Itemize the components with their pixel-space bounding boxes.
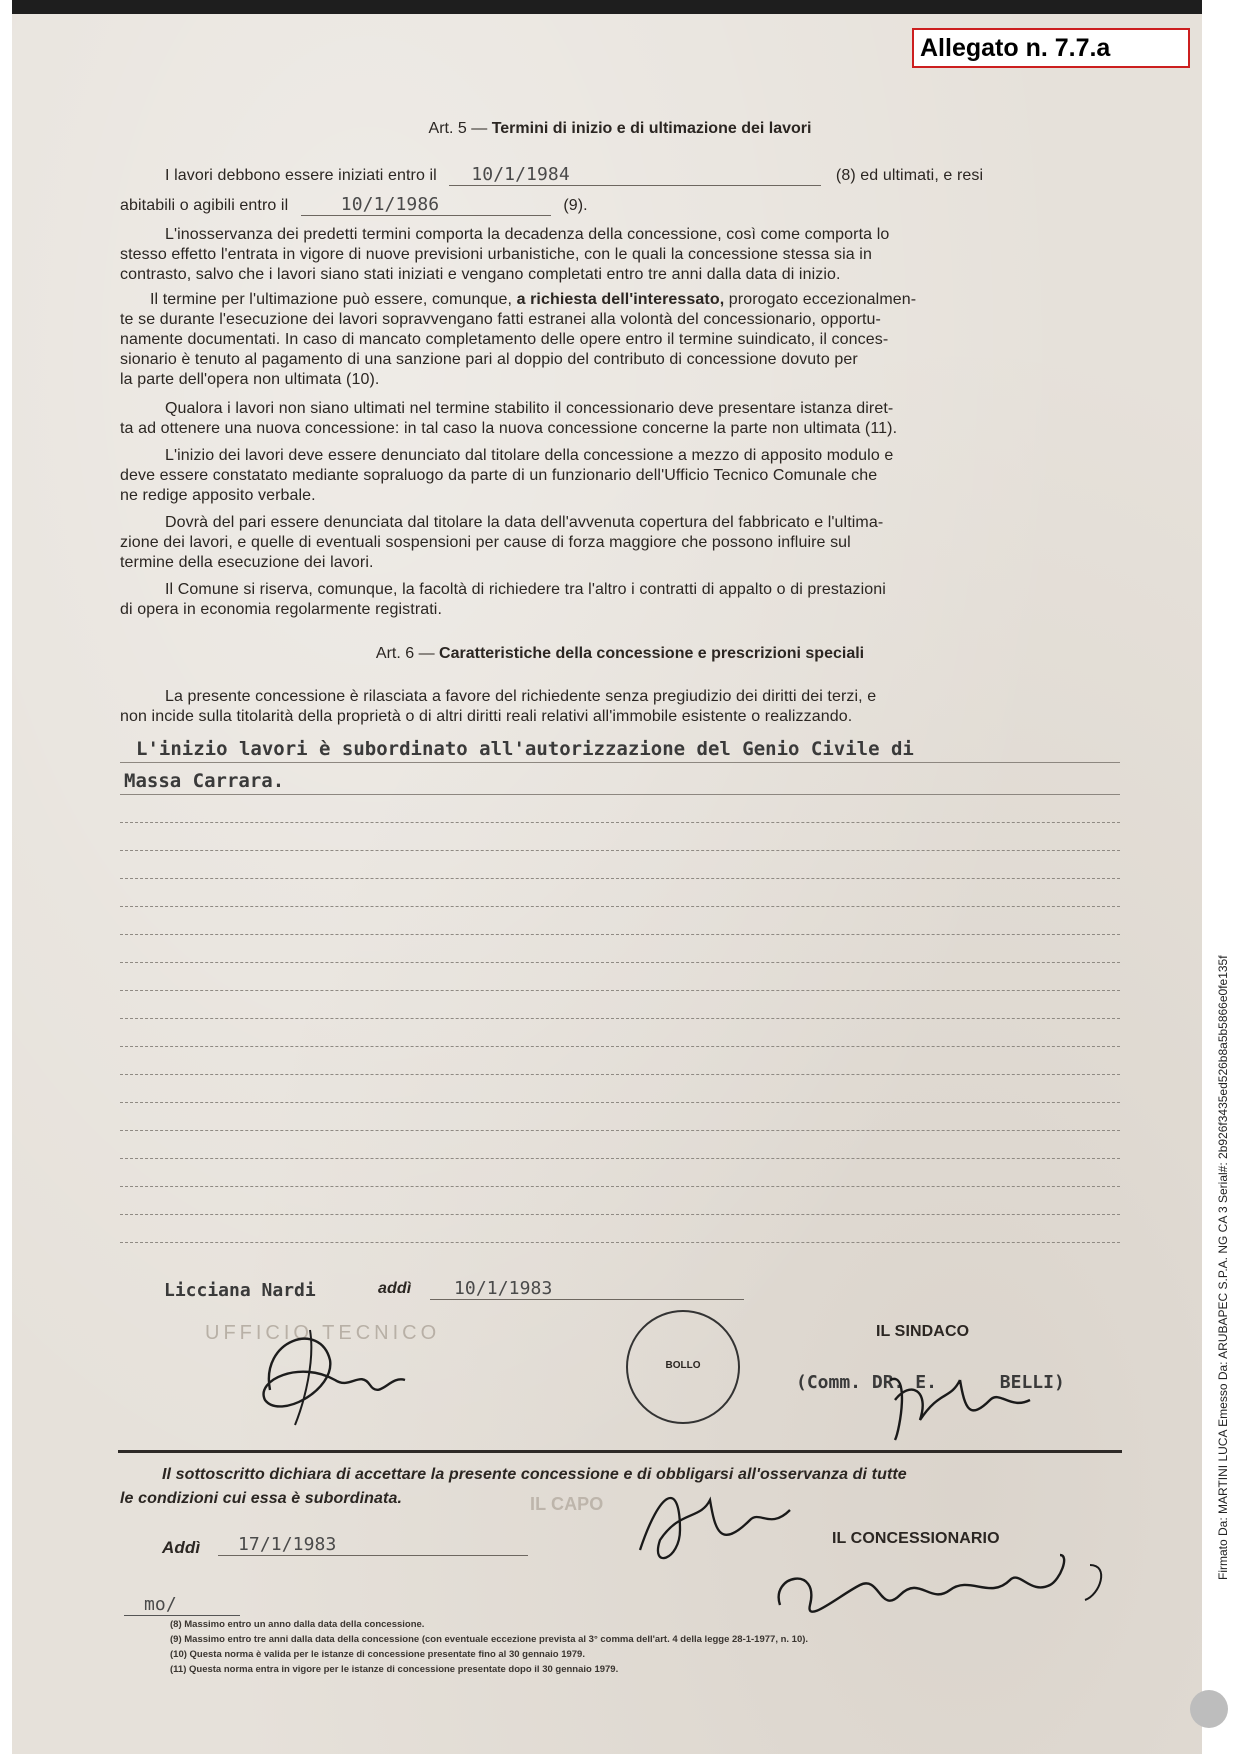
end-date: 10/1/1986: [301, 194, 551, 216]
bollo-label: BOLLO: [665, 1360, 701, 1371]
issue-date: 10/1/1983: [430, 1278, 744, 1300]
art5-end-label: abitabili o agibili entro il: [120, 197, 289, 214]
ruled-line: [120, 934, 1120, 936]
art5-p4-line1: L'inizio dei lavori deve essere denunciato dal titolare della concessione a mezzo di apposito modulo e: [165, 447, 894, 464]
ruled-line: [120, 1214, 1120, 1216]
art5-p2-line2: te se durante l'esecuzione dei lavori sopravvengano fatti estranei alla volontà del concessionario, opportu-: [120, 311, 881, 328]
ruled-line: [120, 822, 1120, 824]
art5-p5-line2: zione dei lavori, e quelle di eventuali sospensioni per cause di forza maggiore che possono influire sul: [120, 534, 851, 551]
art6-title-text: Caratteristiche della concessione e prescrizioni speciali: [439, 645, 865, 662]
allegato-label: Allegato n. 7.7.a: [912, 28, 1190, 68]
art5-p6-line2: di opera in economia regolarmente registrati.: [120, 601, 442, 618]
art5-p1-line2: stesso effetto l'entrata in vigore di nuove previsioni urbanistiche, con le quali la concessione stessa sia in: [120, 246, 872, 263]
art5-p2-start: Il termine per l'ultimazione può essere, comunque,: [150, 291, 513, 308]
acceptance-line1: Il sottoscritto dichiara di accettare la presente concessione e di obbligarsi all'osservanza di tutte: [162, 1466, 907, 1483]
footnote-10: (10) Questa norma è valida per le istanze di concessione presentate fino al 30 gennaio 1979.: [170, 1649, 585, 1660]
ruled-line: [120, 878, 1120, 880]
art5-start-label: I lavori debbono essere iniziati entro il: [165, 167, 437, 184]
art5-p4-line2: deve essere constatato mediante sopraluogo da parte di un funzionario dell'Ufficio Tecnico Comunale che: [120, 467, 878, 484]
mayor-name-comm: (Comm.: [796, 1372, 862, 1393]
ruled-line: [120, 1242, 1120, 1244]
art5-p2-line3: namente documentati. In caso di mancato completamento delle opere entro il termine suindicato, il conces-: [120, 331, 889, 348]
art5-p4-line3: ne redige apposito verbale.: [120, 487, 316, 504]
bollo-stamp: [626, 1310, 740, 1424]
faded-capo-stamp: IL CAPO: [530, 1494, 604, 1514]
acceptance-addi-label: Addì: [162, 1538, 201, 1557]
art5-p5-line1: Dovrà del pari essere denunciata dal titolare la data dell'avvenuta copertura del fabbricato e l'ultima-: [165, 514, 884, 531]
art5-p2-line4: sionario è tenuto al pagamento di una sanzione pari al doppio del contributo di concessione dovuto per: [120, 351, 858, 368]
art6-p1-line1: La presente concessione è rilasciata a favore del richiedente senza pregiudizio dei diritti dei terzi, e: [165, 688, 877, 705]
ruled-line: [120, 1018, 1120, 1020]
art5-p1-line1: L'inosservanza dei predetti termini comporta la decadenza della concessione, così come comporta lo: [165, 226, 890, 243]
art5-p2-end: prorogato eccezionalmen-: [728, 291, 917, 308]
operator-initials: mo/: [124, 1594, 240, 1616]
ruled-line: [120, 1158, 1120, 1160]
acceptance-date: 17/1/1983: [218, 1534, 528, 1556]
ruled-line: [120, 1186, 1120, 1188]
typed-prescription-line2: Massa Carrara.: [124, 770, 285, 792]
footnote-11: (11) Questa norma entra in vigore per le istanze di concessione presentate dopo il 30 gennaio 1979.: [170, 1664, 619, 1675]
art5-end-suffix: (9).: [563, 197, 588, 214]
ruled-line: [120, 1130, 1120, 1132]
ruled-line: [120, 1046, 1120, 1048]
place-name: Licciana Nardi: [164, 1280, 316, 1301]
ruled-line: [120, 850, 1120, 852]
certificate-seal-icon: [1190, 1690, 1228, 1728]
ruled-line: [120, 990, 1120, 992]
art6-title: [0, 645, 1240, 663]
art5-start-suffix: (8) ed ultimati, e resi: [835, 167, 984, 184]
art5-title: [0, 120, 1240, 138]
footnote-9: (9) Massimo entro tre anni dalla data della concessione (con eventuale eccezione prevista al 3° comma dell'art. 4 della legge 28-1-1977, n. 10).: [170, 1634, 809, 1645]
typed-prescription-line1: L'inizio lavori è subordinato all'autorizzazione del Genio Civile di: [136, 738, 914, 760]
mayor-name-title: DR.: [871, 1372, 905, 1393]
sindaco-label: IL SINDACO: [876, 1323, 970, 1340]
section-separator: [118, 1450, 1122, 1453]
art5-title-text: Termini di inizio e di ultimazione dei lavori: [491, 120, 812, 137]
art5-end-line: [120, 194, 588, 216]
ruled-line: [120, 906, 1120, 908]
faded-office-stamp: UFFICIO TECNICO: [205, 1322, 441, 1344]
ruled-line: [120, 762, 1120, 763]
art5-p2-line1: [150, 291, 916, 309]
art5-p5-line3: termine della esecuzione dei lavori.: [120, 554, 374, 571]
art6-title-prefix: Art. 6 —: [375, 645, 435, 662]
art6-p1-line2: non incide sulla titolarità della proprietà o di altri diritti reali relativi all'immobile esistente o realizzando.: [120, 708, 853, 725]
ruled-line: [120, 794, 1120, 795]
concessionario-signature: [760, 1535, 1140, 1635]
start-date: 10/1/1984: [449, 164, 821, 186]
acceptance-line2: le condizioni cui essa è subordinata.: [120, 1490, 402, 1507]
concessionario-label: IL CONCESSIONARIO: [832, 1530, 1000, 1547]
ruled-line: [120, 1074, 1120, 1076]
art5-p3-line2: ta ad ottenere una nuova concessione: in tal caso la nuova concessione concerne la parte non ultimata (11).: [120, 420, 898, 437]
ruled-line: [120, 1102, 1120, 1104]
art5-p2-bold: a richiesta dell'interessato,: [516, 291, 725, 308]
art5-p2-line5: la parte dell'opera non ultimata (10).: [120, 371, 380, 388]
addi-label: addì: [378, 1280, 412, 1297]
scan-top-edge: [12, 0, 1202, 14]
digital-signature-margin-text: Firmato Da: MARTINI LUCA Emesso Da: ARUBAPEC S.P.A. NG CA 3 Serial#: 2b926f3435ed526b8a5b5866e0fe135f: [1216, 955, 1230, 1580]
official-signature: [240, 1300, 440, 1440]
mayor-name-surname: BELLI): [999, 1372, 1065, 1393]
mayor-name-initial: E.: [915, 1372, 937, 1393]
art5-title-prefix: Art. 5 —: [428, 120, 488, 137]
art5-p3-line1: Qualora i lavori non siano ultimati nel termine stabilito il concessionario deve presentare istanza diret-: [165, 400, 894, 417]
footnote-8: (8) Massimo entro un anno dalla data della concessione.: [170, 1619, 425, 1630]
art5-p6-line1: Il Comune si riserva, comunque, la facoltà di richiedere tra l'altro i contratti di appalto o di prestazioni: [165, 581, 886, 598]
mayor-signature: [880, 1340, 1050, 1450]
art5-start-line: [165, 164, 983, 186]
art5-p1-line3: contrasto, salvo che i lavori siano stati iniziati e vengano completati entro tre anni dalla data di inizio.: [120, 266, 841, 283]
ruled-line: [120, 962, 1120, 964]
